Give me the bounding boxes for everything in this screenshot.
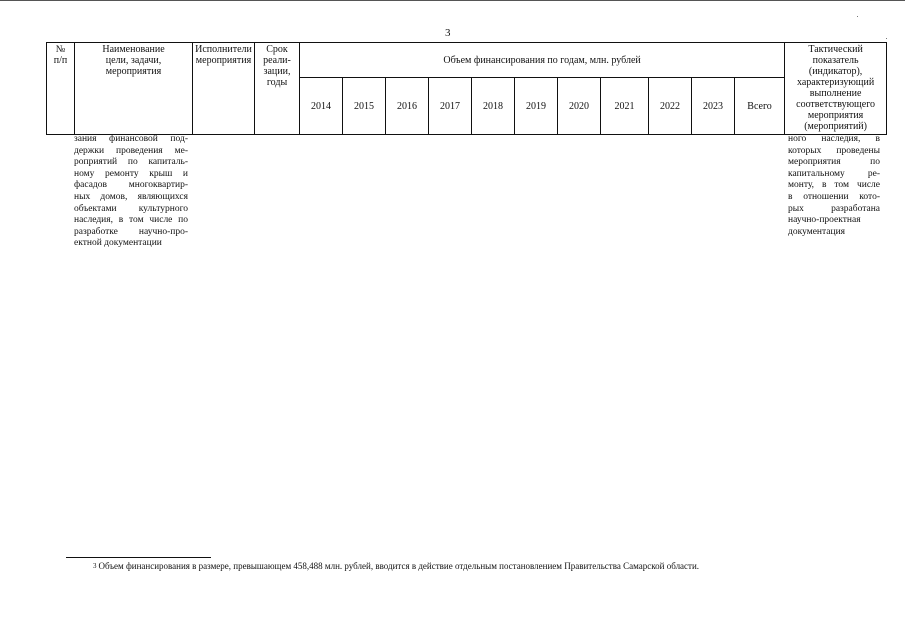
header-line: соответствующего xyxy=(796,99,876,110)
header-name xyxy=(75,43,193,135)
activity-name-continuation xyxy=(74,134,188,250)
year-header-2022: 2022 xyxy=(649,78,692,135)
header-line: мероприятия xyxy=(195,55,252,66)
text-line: которых проведены xyxy=(788,145,880,156)
year-header-2016: 2016 xyxy=(386,78,429,135)
year-header-2020: 2020 xyxy=(558,78,601,135)
footnote-separator xyxy=(66,557,211,558)
text-line: держки проведения ме- xyxy=(74,145,188,156)
text-line: наследия, в том числе по xyxy=(74,215,188,226)
text-line: в отношении кото- xyxy=(788,191,880,202)
text-line: ному ремонту крыш и xyxy=(74,168,188,179)
header-period xyxy=(255,43,300,135)
year-header-2015: 2015 xyxy=(343,78,386,135)
text-line: монту, в том числе xyxy=(788,180,880,191)
footnote-text: Объем финансирования в размере, превышающем 458,488 млн. рублей, вводится в действие отдельным постановлением Правительства Самарской области. xyxy=(98,561,700,571)
year-header-2014: 2014 xyxy=(300,78,343,135)
header-line: п/п xyxy=(53,55,68,66)
year-header-2019: 2019 xyxy=(515,78,558,135)
header-financing: Объем финансирования по годам, млн. рублей xyxy=(300,43,785,78)
text-line: объектами культурного xyxy=(74,203,188,214)
header-number xyxy=(47,43,75,135)
year-header-2023: 2023 xyxy=(692,78,735,135)
text-line: фасадов многоквартир- xyxy=(74,180,188,191)
header-line: выполнение xyxy=(809,88,862,99)
header-line: Наименование xyxy=(102,44,165,55)
header-line: (мероприятий) xyxy=(804,121,867,132)
footnote xyxy=(93,561,699,572)
year-header-2017: 2017 xyxy=(429,78,472,135)
header-line: № xyxy=(55,44,66,55)
text-line: документация xyxy=(788,226,846,237)
header-line: цели, задачи, xyxy=(105,55,162,66)
header-line: годы xyxy=(266,77,288,88)
header-line: характеризующий xyxy=(796,77,875,88)
header-executors xyxy=(193,43,255,135)
text-line: мероприятия по xyxy=(788,157,880,168)
text-line: ектной документации xyxy=(74,238,162,249)
page-number: 3 xyxy=(445,27,451,39)
indicator-continuation xyxy=(788,134,880,238)
financing-table xyxy=(46,42,887,135)
year-header-2018: 2018 xyxy=(472,78,515,135)
text-line: ного наследия, в xyxy=(788,134,880,144)
header-indicator xyxy=(785,43,887,135)
year-header-total: Всего xyxy=(735,78,785,135)
header-line: зации, xyxy=(263,66,291,77)
text-line: разработке научно-про- xyxy=(74,226,188,237)
header-line: реали- xyxy=(263,55,291,66)
scan-speck xyxy=(857,16,858,17)
top-border-line xyxy=(0,0,905,1)
text-line: капитальному ре- xyxy=(788,168,880,179)
header-line: (индикатор), xyxy=(808,66,863,77)
text-line: ных домов, являющихся xyxy=(74,191,188,202)
header-line: Тактический xyxy=(808,44,863,55)
header-line: мероприятия xyxy=(807,110,864,121)
header-line: Исполнители xyxy=(195,44,252,55)
year-header-2021: 2021 xyxy=(601,78,649,135)
header-line: Срок xyxy=(266,44,288,55)
text-line: зания финансовой под- xyxy=(74,134,188,144)
footnote-mark: 3 xyxy=(93,562,97,570)
text-line: научно-проектная xyxy=(788,215,861,226)
text-line: роприятий по капиталь- xyxy=(74,157,188,168)
header-line: показатель xyxy=(812,55,859,66)
header-line: мероприятия xyxy=(105,66,162,77)
scan-speck xyxy=(886,38,887,39)
text-line: рых разработана xyxy=(788,203,880,214)
